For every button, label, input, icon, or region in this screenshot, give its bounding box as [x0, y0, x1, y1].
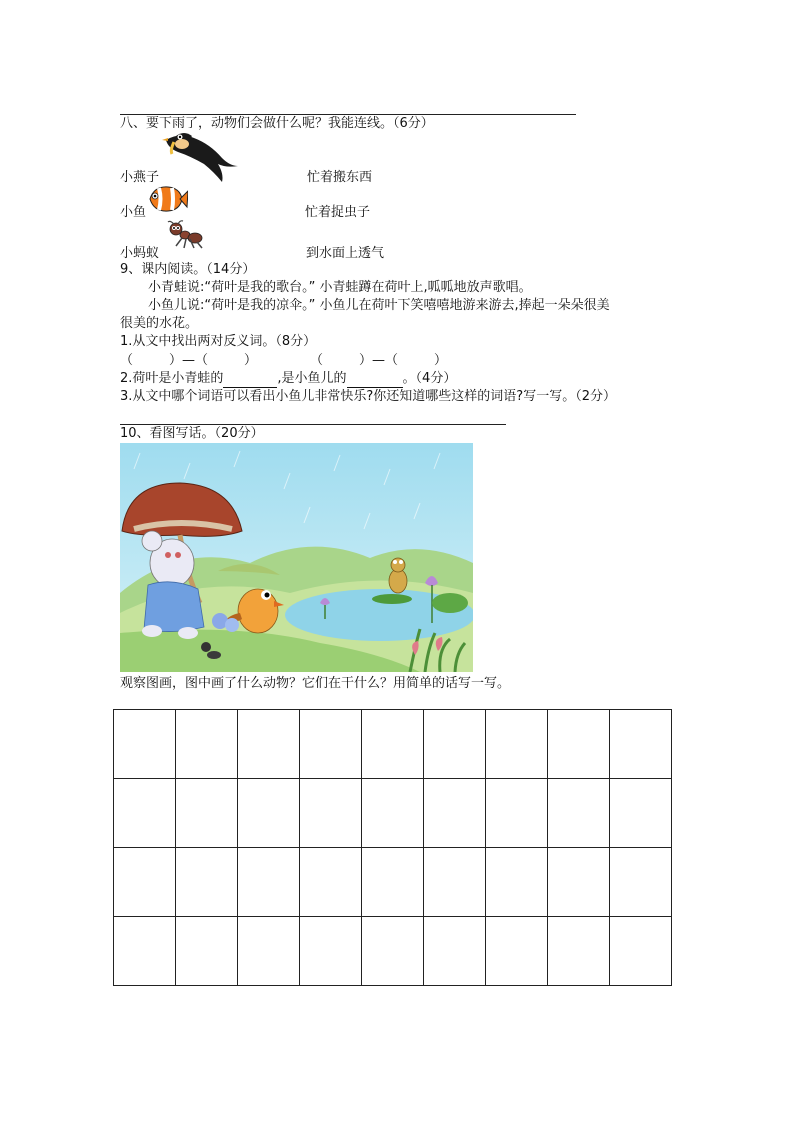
- q2-blank1[interactable]: [223, 371, 277, 388]
- grid-row: [114, 917, 672, 986]
- grid-cell[interactable]: [176, 917, 238, 986]
- grid-cell[interactable]: [486, 848, 548, 917]
- grid-cell[interactable]: [176, 779, 238, 848]
- reading-para1: 小青蛙说:“荷叶是我的歌台。” 小青蛙蹲在荷叶上,呱呱地放声歌唱。: [148, 280, 532, 295]
- grid-cell[interactable]: [486, 917, 548, 986]
- grid-cell[interactable]: [238, 710, 300, 779]
- ant-icon: [166, 220, 206, 252]
- grid-cell[interactable]: [176, 848, 238, 917]
- grid-cell[interactable]: [610, 848, 672, 917]
- question2: [120, 371, 456, 388]
- grid-cell[interactable]: [548, 779, 610, 848]
- grid-row: [114, 710, 672, 779]
- grid-cell[interactable]: [610, 710, 672, 779]
- grid-cell[interactable]: [114, 848, 176, 917]
- grid-cell[interactable]: [238, 848, 300, 917]
- grid-cell[interactable]: [610, 917, 672, 986]
- grid-cell[interactable]: [424, 710, 486, 779]
- grid-cell[interactable]: [300, 710, 362, 779]
- q2-blank2[interactable]: [347, 371, 403, 388]
- question1: 1.从文中找出两对反义词。（8分）: [120, 334, 317, 349]
- pair1-mid: ）—（: [169, 353, 209, 368]
- grid-cell[interactable]: [300, 779, 362, 848]
- swallow-icon: [160, 128, 240, 184]
- grid-cell[interactable]: [176, 710, 238, 779]
- writing-grid: [113, 709, 672, 986]
- grid-cell[interactable]: [114, 917, 176, 986]
- grid-cell[interactable]: [548, 917, 610, 986]
- section8-title: 八、要下雨了，动物们会做什么呢？我能连线。（6分）: [120, 116, 434, 131]
- grid-cell[interactable]: [300, 917, 362, 986]
- pair1-open: （: [120, 353, 134, 368]
- antonym-pair-1: [120, 353, 257, 369]
- antonym-pair-2: [310, 353, 447, 369]
- clownfish-icon: [146, 182, 188, 216]
- grid-cell[interactable]: [362, 779, 424, 848]
- q3-answer-line[interactable]: [120, 424, 506, 425]
- grid-cell[interactable]: [424, 917, 486, 986]
- match-left-ant: 小蚂蚁: [120, 246, 160, 261]
- pair1-close: ）: [244, 353, 258, 368]
- grid-cell[interactable]: [300, 848, 362, 917]
- story-picture: [120, 443, 473, 672]
- grid-cell[interactable]: [238, 917, 300, 986]
- grid-cell[interactable]: [362, 848, 424, 917]
- section9-title: 9、课内阅读。（14分）: [120, 262, 256, 277]
- question3: 3.从文中哪个词语可以看出小鱼儿非常快乐?你还知道哪些这样的词语?写一写。（2分）: [120, 389, 616, 404]
- grid-cell[interactable]: [424, 848, 486, 917]
- pair2-mid: ）—（: [359, 353, 399, 368]
- grid-cell[interactable]: [486, 779, 548, 848]
- grid-row: [114, 848, 672, 917]
- reading-para2-line1: 小鱼儿说:“荷叶是我的凉伞。” 小鱼儿在荷叶下笑嘻嘻地游来游去,捧起一朵朵很美: [148, 298, 610, 313]
- grid-cell[interactable]: [424, 779, 486, 848]
- section10-title: 10、看图写话。（20分）: [120, 426, 264, 441]
- q2-part3: 。（4分）: [402, 371, 457, 386]
- grid-cell[interactable]: [548, 848, 610, 917]
- grid-cell[interactable]: [114, 710, 176, 779]
- grid-cell[interactable]: [114, 779, 176, 848]
- match-right-breathe: 到水面上透气: [306, 246, 385, 261]
- q2-part2: ,是小鱼儿的: [277, 371, 347, 386]
- grid-row: [114, 779, 672, 848]
- match-left-swallow: 小燕子: [120, 170, 160, 185]
- match-left-fish: 小鱼: [120, 205, 147, 220]
- pair2-close: ）: [434, 353, 448, 368]
- grid-cell[interactable]: [486, 710, 548, 779]
- grid-cell[interactable]: [548, 710, 610, 779]
- grid-cell[interactable]: [238, 779, 300, 848]
- pair2-open: （: [310, 353, 324, 368]
- grid-cell[interactable]: [362, 710, 424, 779]
- writing-prompt: 观察图画，图中画了什么动物？它们在干什么？用简单的话写一写。: [120, 676, 511, 691]
- grid-cell[interactable]: [610, 779, 672, 848]
- match-right-carry: 忙着搬东西: [307, 170, 373, 185]
- top-divider: [120, 114, 576, 115]
- q2-part1: 2.荷叶是小青蛙的: [120, 371, 224, 386]
- match-right-catch: 忙着捉虫子: [305, 205, 371, 220]
- reading-para2-line2: 很美的水花。: [120, 316, 199, 331]
- grid-cell[interactable]: [362, 917, 424, 986]
